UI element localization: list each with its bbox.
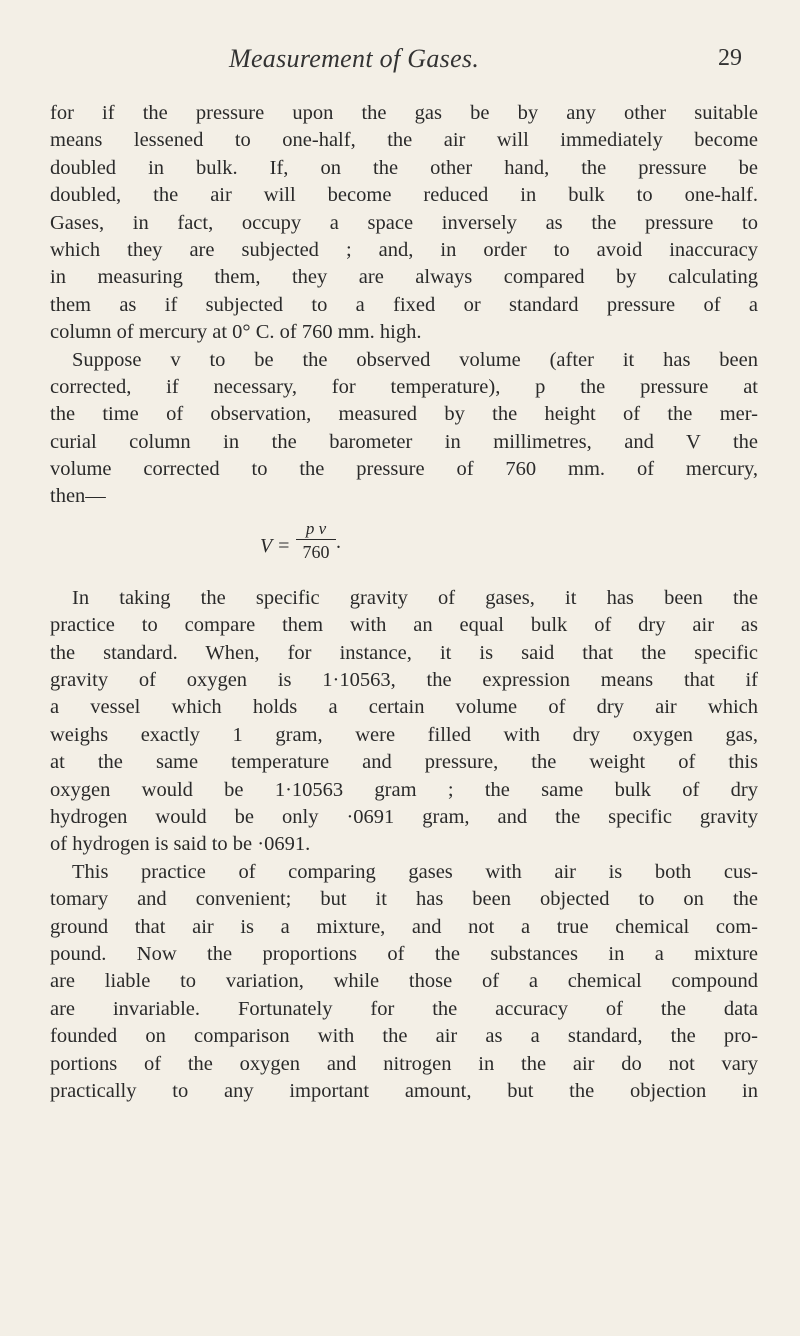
text-line: then—: [50, 485, 106, 508]
text-line: are invariable. Fortunately for the accuracy of the data: [50, 997, 758, 1020]
text-line: weighs exactly 1 gram, were filled with dry oxygen gas,: [50, 723, 758, 746]
text-line: column of mercury at 0° C. of 760 mm. high.: [50, 321, 422, 344]
formula-period: .: [336, 530, 341, 553]
text-line: doubled, the air will become reduced in bulk to one-half.: [50, 184, 758, 207]
text-line: pound. Now the proportions of the substances in a mixture: [50, 942, 758, 965]
text-line: tomary and convenient; but it has been objected to on the: [50, 888, 758, 911]
text-line: oxygen would be 1·10563 gram ; the same bulk of dry: [50, 778, 758, 801]
formula-denominator: 760: [302, 541, 330, 562]
text-line: hydrogen would be only ·0691 gram, and the specific gravity: [50, 805, 758, 828]
text-line: at the same temperature and pressure, the weight of this: [50, 751, 758, 774]
text-line: which they are subjected ; and, in order to avoid inaccuracy: [50, 238, 758, 261]
text-line: volume corrected to the pressure of 760 mm. of mercury,: [50, 458, 758, 481]
text-line: founded on comparison with the air as a standard, the pro-: [50, 1025, 758, 1048]
text-line: curial column in the barometer in millimetres, and V the: [50, 430, 758, 453]
volume-formula: [50, 513, 758, 585]
formula-fraction: [296, 519, 336, 564]
text-line: ground that air is a mixture, and not a true chemical com-: [50, 915, 758, 938]
text-line: a vessel which holds a certain volume of dry air which: [50, 696, 758, 719]
text-line: portions of the oxygen and nitrogen in the air do not vary: [50, 1052, 758, 1075]
text-line: practically to any important amount, but the objection in: [50, 1079, 758, 1102]
running-title: Measurement of Gases.: [229, 44, 480, 73]
text-line: in measuring them, they are always compared by calculating: [50, 266, 758, 289]
text-line: for if the pressure upon the gas be by any other suitable: [50, 102, 758, 124]
text-line: This practice of comparing gases with air is both cus-: [72, 860, 758, 883]
text-line: them as if subjected to a fixed or standard pressure of a: [50, 293, 758, 316]
formula-numerator: p v: [296, 519, 336, 540]
text-line: doubled in bulk. If, on the other hand, the pressure be: [50, 156, 758, 179]
text-line: gravity of oxygen is 1·10563, the expression means that if: [50, 669, 758, 692]
body-text: [50, 100, 758, 1105]
text-line: means lessened to one-half, the air will immediately become: [50, 129, 758, 152]
text-line: are liable to variation, while those of a chemical compound: [50, 970, 758, 993]
text-line: practice to compare them with an equal bulk of dry air as: [50, 614, 758, 637]
text-line: the time of observation, measured by the height of the mer-: [50, 403, 758, 426]
text-line: In taking the specific gravity of gases, it has been the: [72, 586, 758, 609]
text-line: of hydrogen is said to be ·0691.: [50, 833, 311, 856]
formula-lhs: V =: [260, 534, 291, 557]
text-line: corrected, if necessary, for temperature), p the pressure at: [50, 375, 758, 398]
text-line: Gases, in fact, occupy a space inversely as the pressure to: [50, 211, 758, 234]
text-line: Suppose v to be the observed volume (after it has been: [72, 348, 758, 371]
text-line: the standard. When, for instance, it is said that the specific: [50, 641, 758, 664]
running-head: [0, 44, 800, 84]
page-number: 29: [718, 45, 742, 71]
